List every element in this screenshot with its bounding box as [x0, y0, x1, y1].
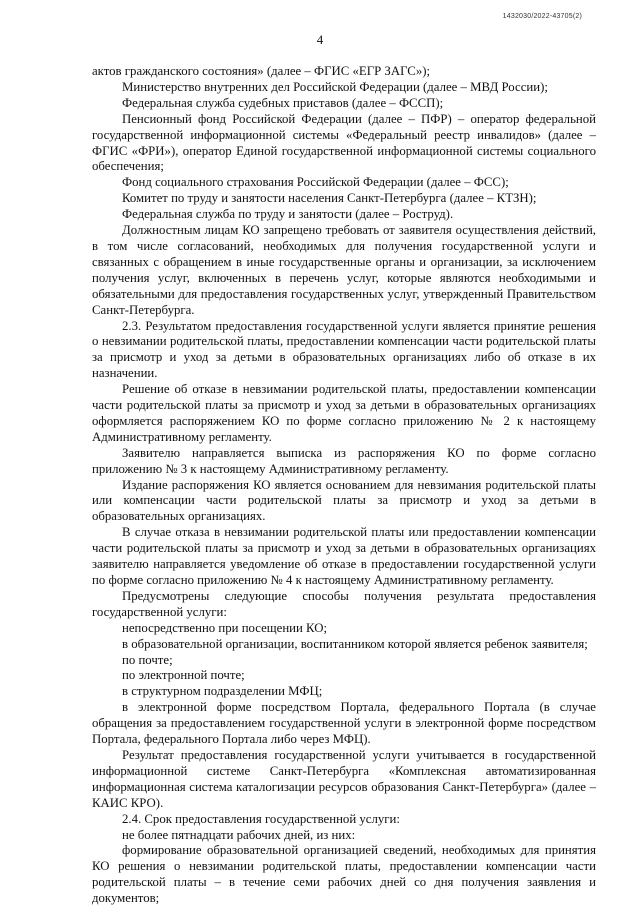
document-body — [92, 64, 596, 907]
list-item: в структурном подразделении МФЦ; — [122, 684, 323, 699]
list-item: в образовательной организации, воспитанником которой является ребенок заявителя; — [122, 636, 588, 651]
paragraph: Предусмотрены следующие способы получения результата предоставления государственной услуги: — [92, 588, 596, 619]
paragraph: Должностным лицам КО запрещено требовать от заявителя осуществления действий, в том числе согласований, необходимых для получения государственной услуги и связанных с обращением в иные государственные органы и организации, за исключением получения услуг, включенных в перечень услуг, которые являются необходимыми и обязательными для предоставления государственных услуг, утвержденный Правительством Санкт-Петербурга. — [92, 223, 596, 317]
paragraph: Фонд социального страхования Российской Федерации (далее – ФСС); — [122, 175, 509, 190]
paragraph: Пенсионный фонд Российской Федерации (далее – ПФР) – оператор федеральной государственной информационной системы «Федеральный реестр инвалидов» (далее – ФГИС «ФРИ»), оператор Единой государственной информационной системы социального обеспечения; — [92, 111, 596, 174]
paragraph: Решение об отказе в невзимании родительской платы, предоставлении компенсации части родительской платы за присмотр и уход за детьми в образовательных организациях оформляется распоряжением КО по форме согласно приложению № 2 к настоящему Административному регламенту. — [92, 382, 596, 444]
page-number: 4 — [316, 32, 324, 47]
list-item: непосредственно при посещении КО; — [122, 620, 328, 635]
paragraph: не более пятнадцати рабочих дней, из них: — [122, 827, 356, 842]
list-item: по электронной почте; — [122, 668, 245, 683]
paragraph: Федеральная служба по труду и занятости (далее – Роструд). — [122, 207, 454, 222]
paragraph: Федеральная служба судебных приставов (далее – ФССП); — [122, 95, 444, 110]
section-heading: 2.4. Срок предоставления государственной услуги: — [122, 811, 400, 826]
paragraph: Результат предоставления государственной услуги учитывается в государственной информационной системе Санкт-Петербурга «Комплексная автоматизированная информационная система каталогизации ресурсов образования Санкт-Петербурга» (далее – КАИС КРО). — [92, 747, 596, 810]
list-item: по почте; — [122, 652, 173, 667]
paragraph: В случае отказа в невзимании родительской платы или предоставлении компенсации части родительской платы за присмотр и уход за детьми в образовательных организациях заявителю направляется уведомление об отказе в предоставлении государственной услуги по форме согласно приложению № 4 к настоящему Административному регламенту. — [92, 525, 596, 587]
paragraph: Издание распоряжения КО является основанием для невзимания родительской платы или компенсации части родительской платы за присмотр и уход за детьми в образовательных организациях. — [92, 477, 596, 524]
paragraph: 2.3. Результатом предоставления государственной услуги является принятие решения о невзимании родительской платы, предоставлении компенсации части родительской платы за присмотр и уход за детьми в образовательных организациях либо об отказе в их назначении. — [92, 318, 596, 381]
paragraph: Заявителю направляется выписка из распоряжения КО по форме согласно приложению № 3 к настоящему Административному регламенту. — [92, 445, 596, 476]
paragraph: Комитет по труду и занятости населения Санкт-Петербурга (далее – КТЗН); — [122, 191, 537, 206]
document-id: 1432030/2022-43705(2) — [502, 13, 582, 20]
paragraph: формирование образовательной организацией сведений, необходимых для принятия КО решения о невзимании родительской платы, предоставлении компенсации части родительской платы – в течение семи рабочих дней со дня получения заявления и документов; — [92, 843, 596, 906]
list-item: в электронной форме посредством Портала, федерального Портала (в случае обращения за предоставлением государственной услуги в электронной форме посредством Портала, федерального Портала либо через МФЦ). — [92, 700, 596, 747]
paragraph: актов гражданского состояния» (далее – ФГИС «ЕГР ЗАГС»); — [92, 64, 431, 78]
paragraph: Министерство внутренних дел Российской Федерации (далее – МВД России); — [122, 79, 548, 94]
